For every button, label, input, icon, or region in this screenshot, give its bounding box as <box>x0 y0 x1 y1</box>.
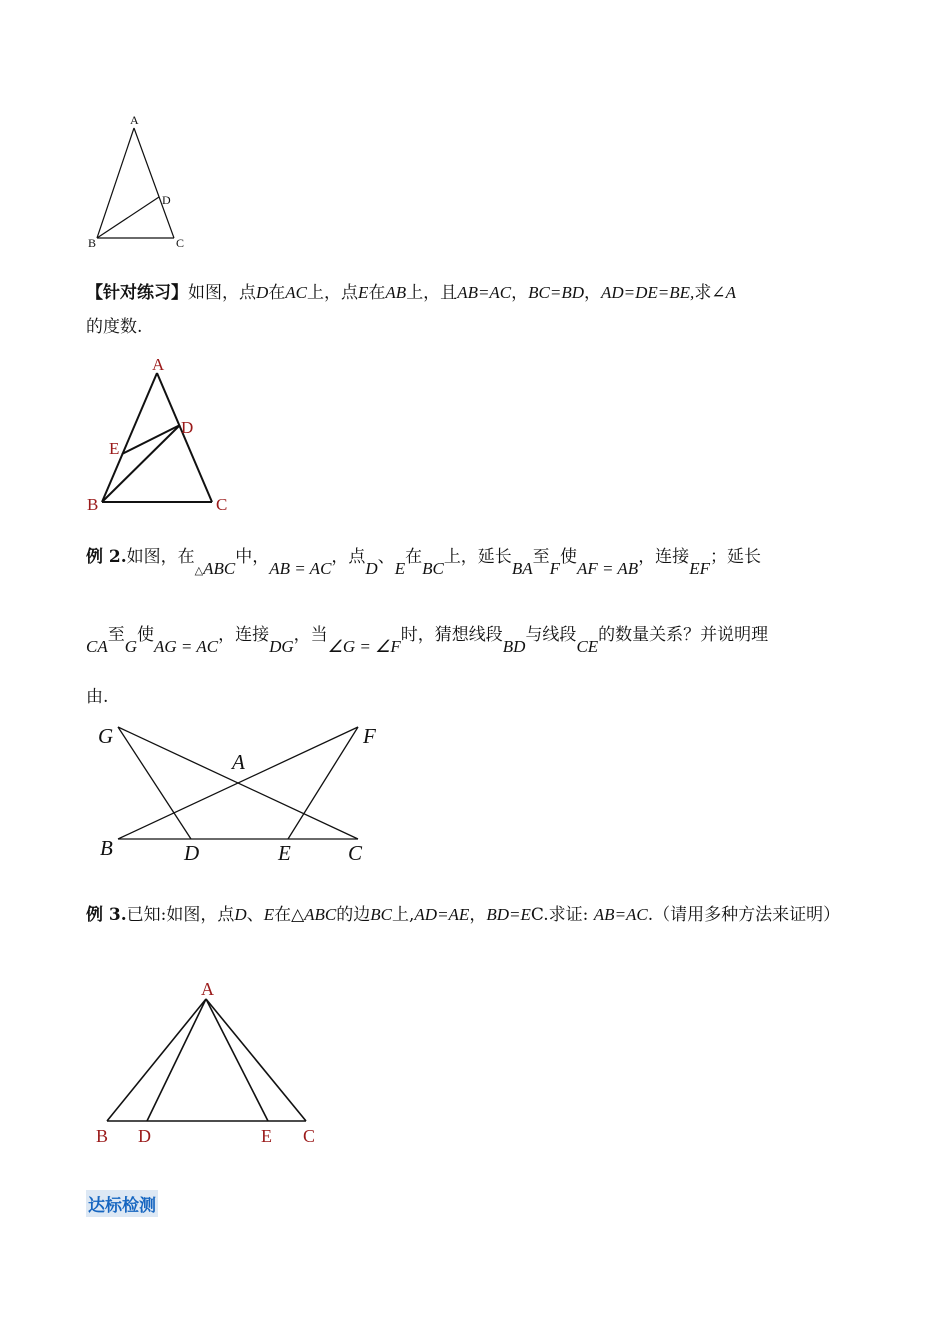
label-d: D <box>162 193 171 207</box>
section-title: 达标检测 <box>86 1190 158 1217</box>
label-a: A <box>232 750 245 774</box>
figure-1-triangle <box>80 110 200 260</box>
edge-ac <box>206 999 306 1121</box>
segment-bd <box>97 197 159 238</box>
label-a: A <box>152 355 165 374</box>
practice-problem: 【针对练习】如图，点D在AC上，点E在AB上，且AB=AC，BC=BD，AD=DE=BE,求∠A 的度数. <box>86 283 736 337</box>
figure-2-triangle <box>80 350 240 520</box>
label-e: E <box>261 1126 272 1146</box>
label-a: A <box>130 113 139 127</box>
edge-ab <box>97 128 134 238</box>
label-e: E <box>109 439 120 458</box>
figure-3-crossing-triangles <box>90 715 390 870</box>
figure-4-triangle <box>85 975 335 1150</box>
label-d: D <box>184 841 200 865</box>
label-a: A <box>201 979 214 999</box>
practice-tag: 【针对练习】 <box>86 283 188 303</box>
example-2-tag: 例 2. <box>86 547 127 567</box>
label-d: D <box>181 418 194 437</box>
label-b: B <box>87 495 99 514</box>
edge-ac <box>157 373 212 502</box>
edge-ac <box>134 128 174 238</box>
label-c: C <box>348 841 363 865</box>
label-g: G <box>98 724 114 748</box>
segment-bd <box>102 425 180 502</box>
segment-ed <box>122 425 180 454</box>
label-f: F <box>363 724 376 748</box>
segment-ae <box>206 999 268 1121</box>
example-2-line-3: 由. <box>86 687 109 707</box>
label-c: C <box>216 495 228 514</box>
edge-ab <box>102 373 157 502</box>
example-2-line-2: CA至G使AG = AC，连接DG，当∠G = ∠F时，猜想线段BD与线段CE的数量关系？并说明理 <box>86 625 769 656</box>
label-c: C <box>303 1126 316 1146</box>
label-d: D <box>138 1126 151 1146</box>
label-b: B <box>88 236 97 250</box>
label-b: B <box>96 1126 109 1146</box>
label-b: B <box>100 836 113 860</box>
example-2-line-1: 例 2.如图，在△ABC中，AB = AC，点D、E在BC上，延长BA至F使AF = AB，连接EF；延长 <box>86 547 761 578</box>
example-3-problem: 例 3.已知:如图，点D、E在△ABC的边BC上,AD=AE，BD=EC.求证: AB=AC.（请用多种方法来证明） <box>86 905 841 925</box>
label-e: E <box>278 841 291 865</box>
example-3-tag: 例 3. <box>86 905 127 925</box>
label-c: C <box>176 236 185 250</box>
